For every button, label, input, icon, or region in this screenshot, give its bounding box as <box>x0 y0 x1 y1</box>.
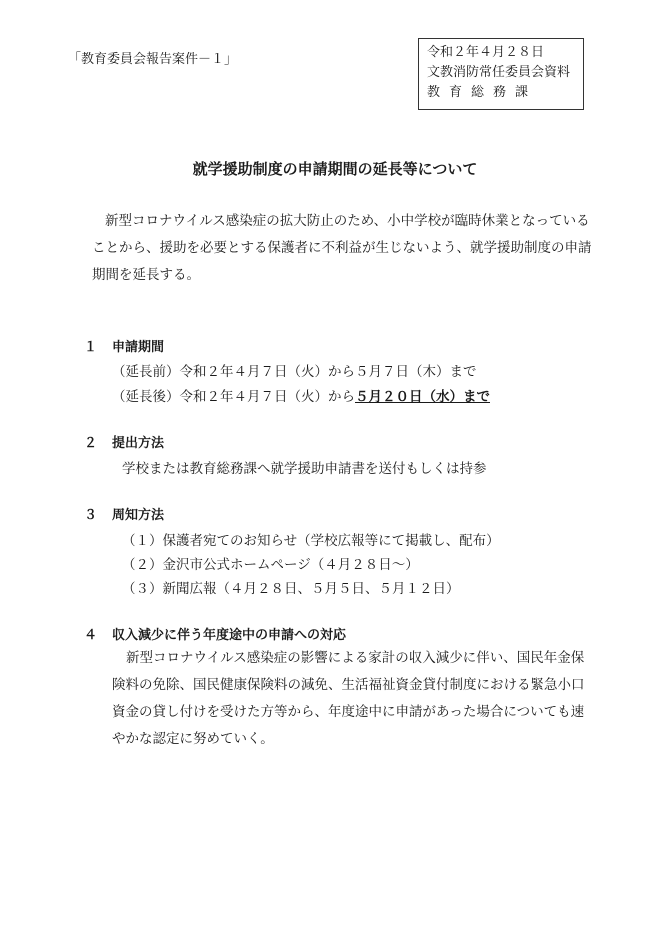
department-name: 教育総務課 <box>427 85 538 100</box>
section-1-heading <box>84 336 164 355</box>
period-after-prefix: （延長後）令和２年４月７日（火）から <box>112 389 355 405</box>
section-2-heading <box>84 432 164 451</box>
submission-method-line: 学校または教育総務課へ就学援助申請書を送付もしくは持参 <box>122 461 487 477</box>
section-1-number: １ <box>84 340 98 355</box>
section-4-paragraph <box>112 645 592 753</box>
section-3-title: 周知方法 <box>112 508 165 523</box>
document-date: 令和２年４月２８日 <box>427 45 545 60</box>
period-after-line <box>112 385 490 405</box>
report-label: 「教育委員会報告案件－１」 <box>68 52 238 67</box>
period-after-new-date: ５月２０日（水）まで <box>355 389 490 405</box>
intro-text: 新型コロナウイルス感染症の拡大防止のため、小中学校が臨時休業となっていることから、援助を必要とする保護者に不利益が生じないよう、就学援助制度の申請期間を延長する。 <box>92 213 592 283</box>
section-3-number: ３ <box>84 508 98 523</box>
document-meta-box <box>418 38 584 110</box>
page-title: 就学援助制度の申請期間の延長等について <box>192 160 478 178</box>
section-3-heading <box>84 504 164 523</box>
section-2-number: ２ <box>84 436 98 451</box>
committee-name: 文教消防常任委員会資料 <box>427 65 571 80</box>
section-4-title: 収入減少に伴う年度途中の申請への対応 <box>112 628 347 643</box>
section-2-title: 提出方法 <box>112 436 165 451</box>
notice-method-item-2: （２）金沢市公式ホームページ（４月２８日～） <box>122 557 419 573</box>
section-4-number: ４ <box>84 628 98 643</box>
notice-method-item-3: （３）新聞広報（４月２８日、５月５日、５月１２日） <box>122 581 460 597</box>
notice-method-item-1: （１）保護者宛てのお知らせ（学校広報等にて掲載し、配布） <box>122 533 500 549</box>
period-before-line: （延長前）令和２年４月７日（火）から５月７日（木）まで <box>112 364 477 380</box>
intro-paragraph <box>92 208 597 289</box>
section-4-heading <box>84 624 346 643</box>
section-4-text: 新型コロナウイルス感染症の影響による家計の収入減少に伴い、国民年金保険料の免除、国民健康保険料の減免、生活福祉資金貸付制度における緊急小口資金の貸し付けを受けた方等から、年度途中に申請があった場合についても速やかな認定に努めていく。 <box>112 650 585 747</box>
section-1-title: 申請期間 <box>112 340 165 355</box>
